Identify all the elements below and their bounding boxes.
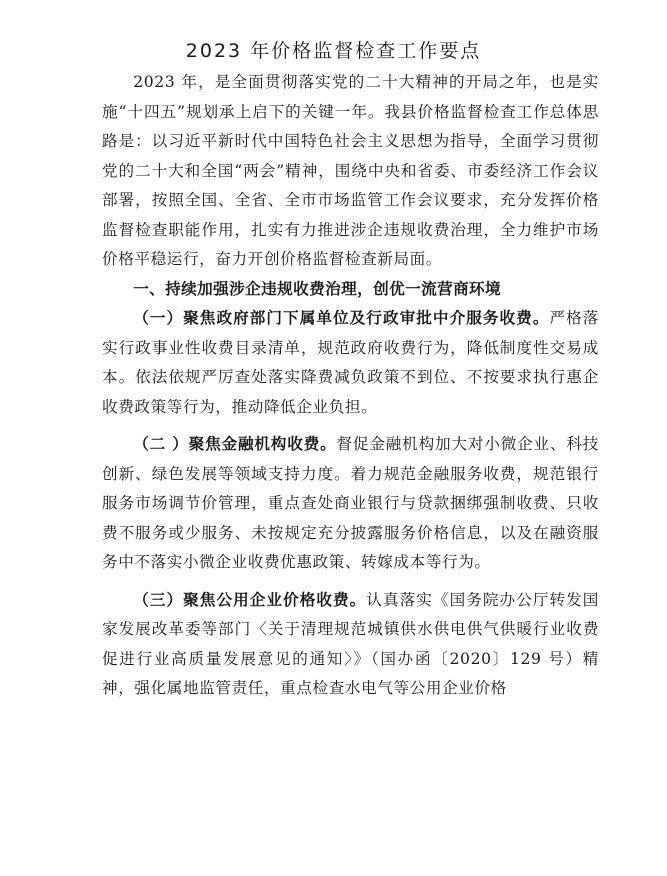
section-heading: 一、持续加强涉企违规收费治理，创优一流营商环境 xyxy=(133,279,502,298)
intro-paragraph: 2023 年，是全面贯彻落实党的二十大精神的开局之年，也是实施“十四五”规划承上启下的关键一年。我县价格监督检查工作总体思路是：以习近平新时代中国特色社会主义思想为指导，全面学习贯彻党的二十大和全国“两会”精神，围绕中央和省委、市委经济工作会议部署，按照全国、全省、全市市场监管工作会议要求，充分发挥价格监督检查职能作用，扎实有力推进涉企违规收费治理，全力维护市场价格平稳运行，奋力开创价格监督检查新局面。 xyxy=(102,73,599,268)
document-title: 2023 年价格监督检查工作要点 xyxy=(185,40,482,62)
item-body: 严格落实行政事业性收费目录清单，规范政府收费行为，降低制度性交易成本。依法依规严厉查处落实降费减负政策不到位、不按要求执行惠企收费政策等行为，推动降低企业负担。 xyxy=(102,309,599,416)
item-paragraph xyxy=(102,586,599,704)
item-lead: （三）聚焦公用企业价格收费。 xyxy=(133,590,367,609)
item-lead: （二 ）聚焦金融机构收费。 xyxy=(133,435,337,453)
item-body: 督促金融机构加大对小微企业、科技创新、绿色发展等领域支持力度。着力规范金融服务收费，规范银行服务市场调节价管理，重点查处商业银行与贷款捆绑强制收费、只收费不服务或少服务、未按规定充分披露服务价格信息，以及在融资服务中不落实小微企业收费优惠政策、转嫁成本等行为。 xyxy=(102,435,599,571)
item-paragraph xyxy=(102,430,599,578)
item-lead: （一）聚焦政府部门下属单位及行政审批中介服务收费。 xyxy=(133,309,550,327)
item-body: 认真落实《国务院办公厅转发国家发展改革委等部门〈关于清理规范城镇供水供电供气供暖行业收费促进行业高质量发展意见的通知〉》（国办函〔2020〕129 号）精神，强化属地监管责任，重点检查水电气等公用企业价格 xyxy=(102,590,599,697)
item-paragraph xyxy=(102,304,599,422)
